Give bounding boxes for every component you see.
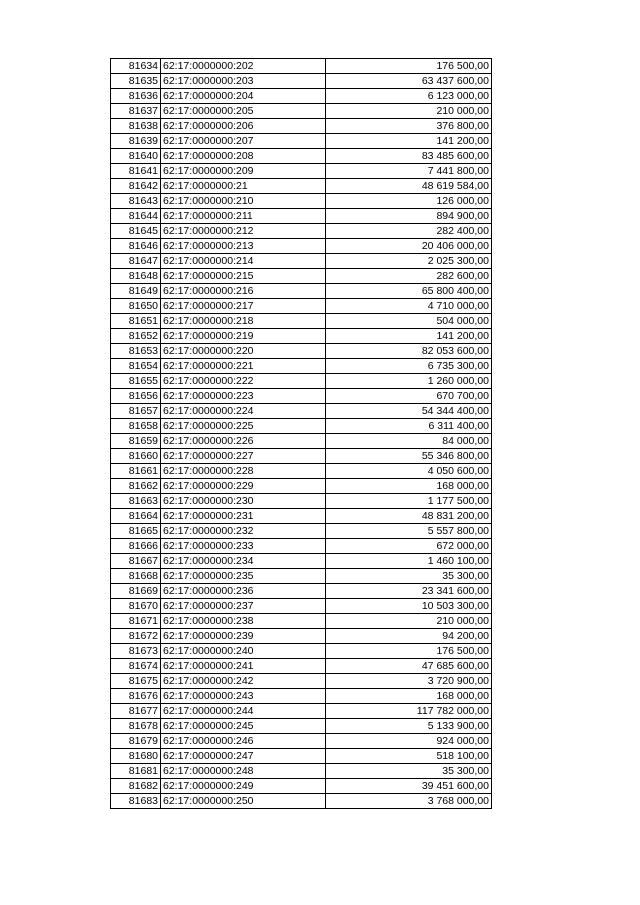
- value-cell: 1 177 500,00: [326, 494, 492, 509]
- row-number-cell: 81670: [111, 599, 161, 614]
- table-row: [111, 794, 492, 809]
- table-row: [111, 374, 492, 389]
- row-number-cell: 81640: [111, 149, 161, 164]
- value-cell: 282 400,00: [326, 224, 492, 239]
- cadastral-number-cell: 62:17:0000000:224: [161, 404, 326, 419]
- cadastral-number-cell: 62:17:0000000:230: [161, 494, 326, 509]
- table-row: [111, 284, 492, 299]
- table-body: [111, 59, 492, 809]
- cadastral-number-cell: 62:17:0000000:214: [161, 254, 326, 269]
- row-number-cell: 81666: [111, 539, 161, 554]
- row-number-cell: 81639: [111, 134, 161, 149]
- row-number-cell: 81658: [111, 419, 161, 434]
- row-number-cell: 81678: [111, 719, 161, 734]
- table-row: [111, 179, 492, 194]
- value-cell: 55 346 800,00: [326, 449, 492, 464]
- table-row: [111, 629, 492, 644]
- cadastral-number-cell: 62:17:0000000:243: [161, 689, 326, 704]
- cadastral-number-cell: 62:17:0000000:226: [161, 434, 326, 449]
- value-cell: 4 050 600,00: [326, 464, 492, 479]
- cadastral-number-cell: 62:17:0000000:210: [161, 194, 326, 209]
- cadastral-number-cell: 62:17:0000000:242: [161, 674, 326, 689]
- table-row: [111, 749, 492, 764]
- row-number-cell: 81643: [111, 194, 161, 209]
- table-row: [111, 449, 492, 464]
- cadastral-number-cell: 62:17:0000000:21: [161, 179, 326, 194]
- table-row: [111, 194, 492, 209]
- row-number-cell: 81669: [111, 584, 161, 599]
- table-row: [111, 74, 492, 89]
- row-number-cell: 81675: [111, 674, 161, 689]
- value-cell: 376 800,00: [326, 119, 492, 134]
- table-row: [111, 164, 492, 179]
- value-cell: 48 619 584,00: [326, 179, 492, 194]
- cadastral-number-cell: 62:17:0000000:206: [161, 119, 326, 134]
- value-cell: 20 406 000,00: [326, 239, 492, 254]
- row-number-cell: 81659: [111, 434, 161, 449]
- row-number-cell: 81665: [111, 524, 161, 539]
- cadastral-number-cell: 62:17:0000000:235: [161, 569, 326, 584]
- cadastral-number-cell: 62:17:0000000:212: [161, 224, 326, 239]
- row-number-cell: 81645: [111, 224, 161, 239]
- cadastral-number-cell: 62:17:0000000:219: [161, 329, 326, 344]
- value-cell: 141 200,00: [326, 329, 492, 344]
- row-number-cell: 81680: [111, 749, 161, 764]
- table-row: [111, 464, 492, 479]
- row-number-cell: 81638: [111, 119, 161, 134]
- row-number-cell: 81683: [111, 794, 161, 809]
- row-number-cell: 81674: [111, 659, 161, 674]
- value-cell: 1 460 100,00: [326, 554, 492, 569]
- cadastral-number-cell: 62:17:0000000:228: [161, 464, 326, 479]
- value-cell: 176 500,00: [326, 644, 492, 659]
- row-number-cell: 81664: [111, 509, 161, 524]
- value-cell: 6 311 400,00: [326, 419, 492, 434]
- value-cell: 3 720 900,00: [326, 674, 492, 689]
- cadastral-number-cell: 62:17:0000000:209: [161, 164, 326, 179]
- row-number-cell: 81667: [111, 554, 161, 569]
- value-cell: 83 485 600,00: [326, 149, 492, 164]
- cadastral-number-cell: 62:17:0000000:239: [161, 629, 326, 644]
- row-number-cell: 81649: [111, 284, 161, 299]
- value-cell: 4 710 000,00: [326, 299, 492, 314]
- table-row: [111, 89, 492, 104]
- row-number-cell: 81656: [111, 389, 161, 404]
- table-row: [111, 494, 492, 509]
- table-row: [111, 614, 492, 629]
- table-row: [111, 329, 492, 344]
- cadastral-number-cell: 62:17:0000000:238: [161, 614, 326, 629]
- cadastral-number-cell: 62:17:0000000:250: [161, 794, 326, 809]
- table-row: [111, 779, 492, 794]
- row-number-cell: 81679: [111, 734, 161, 749]
- row-number-cell: 81671: [111, 614, 161, 629]
- row-number-cell: 81635: [111, 74, 161, 89]
- value-cell: 6 735 300,00: [326, 359, 492, 374]
- table-row: [111, 479, 492, 494]
- row-number-cell: 81644: [111, 209, 161, 224]
- value-cell: 670 700,00: [326, 389, 492, 404]
- row-number-cell: 81634: [111, 59, 161, 74]
- value-cell: 94 200,00: [326, 629, 492, 644]
- cadastral-number-cell: 62:17:0000000:213: [161, 239, 326, 254]
- value-cell: 65 800 400,00: [326, 284, 492, 299]
- table-row: [111, 119, 492, 134]
- value-cell: 282 600,00: [326, 269, 492, 284]
- table-row: [111, 674, 492, 689]
- table-row: [111, 584, 492, 599]
- table-row: [111, 359, 492, 374]
- value-cell: 210 000,00: [326, 614, 492, 629]
- value-cell: 168 000,00: [326, 479, 492, 494]
- table-row: [111, 254, 492, 269]
- row-number-cell: 81637: [111, 104, 161, 119]
- value-cell: 518 100,00: [326, 749, 492, 764]
- table-row: [111, 149, 492, 164]
- cadastral-number-cell: 62:17:0000000:229: [161, 479, 326, 494]
- row-number-cell: 81652: [111, 329, 161, 344]
- table-row: [111, 419, 492, 434]
- table-row: [111, 224, 492, 239]
- row-number-cell: 81662: [111, 479, 161, 494]
- cadastral-number-cell: 62:17:0000000:231: [161, 509, 326, 524]
- table-row: [111, 314, 492, 329]
- value-cell: 924 000,00: [326, 734, 492, 749]
- cadastral-number-cell: 62:17:0000000:225: [161, 419, 326, 434]
- value-cell: 84 000,00: [326, 434, 492, 449]
- cadastral-number-cell: 62:17:0000000:249: [161, 779, 326, 794]
- row-number-cell: 81657: [111, 404, 161, 419]
- value-cell: 35 300,00: [326, 764, 492, 779]
- value-cell: 63 437 600,00: [326, 74, 492, 89]
- cadastral-number-cell: 62:17:0000000:244: [161, 704, 326, 719]
- row-number-cell: 81672: [111, 629, 161, 644]
- value-cell: 5 133 900,00: [326, 719, 492, 734]
- row-number-cell: 81660: [111, 449, 161, 464]
- table-row: [111, 719, 492, 734]
- value-cell: 47 685 600,00: [326, 659, 492, 674]
- cadastral-number-cell: 62:17:0000000:220: [161, 344, 326, 359]
- cadastral-number-cell: 62:17:0000000:248: [161, 764, 326, 779]
- row-number-cell: 81663: [111, 494, 161, 509]
- row-number-cell: 81642: [111, 179, 161, 194]
- value-cell: 82 053 600,00: [326, 344, 492, 359]
- value-cell: 176 500,00: [326, 59, 492, 74]
- table-row: [111, 434, 492, 449]
- table-row: [111, 344, 492, 359]
- cadastral-number-cell: 62:17:0000000:216: [161, 284, 326, 299]
- table-row: [111, 554, 492, 569]
- value-cell: 141 200,00: [326, 134, 492, 149]
- cadastral-number-cell: 62:17:0000000:221: [161, 359, 326, 374]
- value-cell: 39 451 600,00: [326, 779, 492, 794]
- cadastral-number-cell: 62:17:0000000:246: [161, 734, 326, 749]
- row-number-cell: 81682: [111, 779, 161, 794]
- table-row: [111, 104, 492, 119]
- table-row: [111, 764, 492, 779]
- table-row: [111, 209, 492, 224]
- table-row: [111, 524, 492, 539]
- row-number-cell: 81651: [111, 314, 161, 329]
- table-row: [111, 659, 492, 674]
- cadastral-number-cell: 62:17:0000000:205: [161, 104, 326, 119]
- cadastral-number-cell: 62:17:0000000:232: [161, 524, 326, 539]
- table-row: [111, 704, 492, 719]
- value-cell: 35 300,00: [326, 569, 492, 584]
- cadastral-number-cell: 62:17:0000000:217: [161, 299, 326, 314]
- value-cell: 5 557 800,00: [326, 524, 492, 539]
- table-row: [111, 134, 492, 149]
- cadastral-number-cell: 62:17:0000000:218: [161, 314, 326, 329]
- table-row: [111, 644, 492, 659]
- value-cell: 6 123 000,00: [326, 89, 492, 104]
- table-row: [111, 569, 492, 584]
- cadastral-number-cell: 62:17:0000000:204: [161, 89, 326, 104]
- table-row: [111, 734, 492, 749]
- value-cell: 168 000,00: [326, 689, 492, 704]
- cadastral-number-cell: 62:17:0000000:233: [161, 539, 326, 554]
- value-cell: 126 000,00: [326, 194, 492, 209]
- cadastral-number-cell: 62:17:0000000:237: [161, 599, 326, 614]
- cadastral-number-cell: 62:17:0000000:203: [161, 74, 326, 89]
- table-row: [111, 599, 492, 614]
- row-number-cell: 81636: [111, 89, 161, 104]
- table-row: [111, 539, 492, 554]
- row-number-cell: 81647: [111, 254, 161, 269]
- cadastral-number-cell: 62:17:0000000:222: [161, 374, 326, 389]
- table-row: [111, 239, 492, 254]
- value-cell: 504 000,00: [326, 314, 492, 329]
- value-cell: 7 441 800,00: [326, 164, 492, 179]
- table-row: [111, 299, 492, 314]
- cadastral-number-cell: 62:17:0000000:241: [161, 659, 326, 674]
- cadastral-number-cell: 62:17:0000000:236: [161, 584, 326, 599]
- row-number-cell: 81673: [111, 644, 161, 659]
- value-cell: 672 000,00: [326, 539, 492, 554]
- row-number-cell: 81650: [111, 299, 161, 314]
- value-cell: 23 341 600,00: [326, 584, 492, 599]
- table-row: [111, 689, 492, 704]
- value-cell: 3 768 000,00: [326, 794, 492, 809]
- value-cell: 54 344 400,00: [326, 404, 492, 419]
- value-cell: 48 831 200,00: [326, 509, 492, 524]
- table-row: [111, 269, 492, 284]
- row-number-cell: 81676: [111, 689, 161, 704]
- cadastral-number-cell: 62:17:0000000:215: [161, 269, 326, 284]
- cadastral-number-cell: 62:17:0000000:208: [161, 149, 326, 164]
- row-number-cell: 81677: [111, 704, 161, 719]
- value-cell: 10 503 300,00: [326, 599, 492, 614]
- row-number-cell: 81655: [111, 374, 161, 389]
- cadastral-number-cell: 62:17:0000000:234: [161, 554, 326, 569]
- value-cell: 1 260 000,00: [326, 374, 492, 389]
- cadastral-number-cell: 62:17:0000000:202: [161, 59, 326, 74]
- table-row: [111, 389, 492, 404]
- row-number-cell: 81668: [111, 569, 161, 584]
- cadastral-number-cell: 62:17:0000000:245: [161, 719, 326, 734]
- table-row: [111, 404, 492, 419]
- cadastral-number-cell: 62:17:0000000:227: [161, 449, 326, 464]
- value-cell: 210 000,00: [326, 104, 492, 119]
- row-number-cell: 81661: [111, 464, 161, 479]
- cadastral-number-cell: 62:17:0000000:240: [161, 644, 326, 659]
- cadastral-number-cell: 62:17:0000000:211: [161, 209, 326, 224]
- table-row: [111, 509, 492, 524]
- value-cell: 2 025 300,00: [326, 254, 492, 269]
- row-number-cell: 81653: [111, 344, 161, 359]
- value-cell: 894 900,00: [326, 209, 492, 224]
- row-number-cell: 81654: [111, 359, 161, 374]
- table-row: [111, 59, 492, 74]
- value-cell: 117 782 000,00: [326, 704, 492, 719]
- row-number-cell: 81641: [111, 164, 161, 179]
- cadastral-number-cell: 62:17:0000000:247: [161, 749, 326, 764]
- row-number-cell: 81681: [111, 764, 161, 779]
- row-number-cell: 81646: [111, 239, 161, 254]
- data-table: [110, 58, 492, 809]
- row-number-cell: 81648: [111, 269, 161, 284]
- cadastral-number-cell: 62:17:0000000:207: [161, 134, 326, 149]
- cadastral-number-cell: 62:17:0000000:223: [161, 389, 326, 404]
